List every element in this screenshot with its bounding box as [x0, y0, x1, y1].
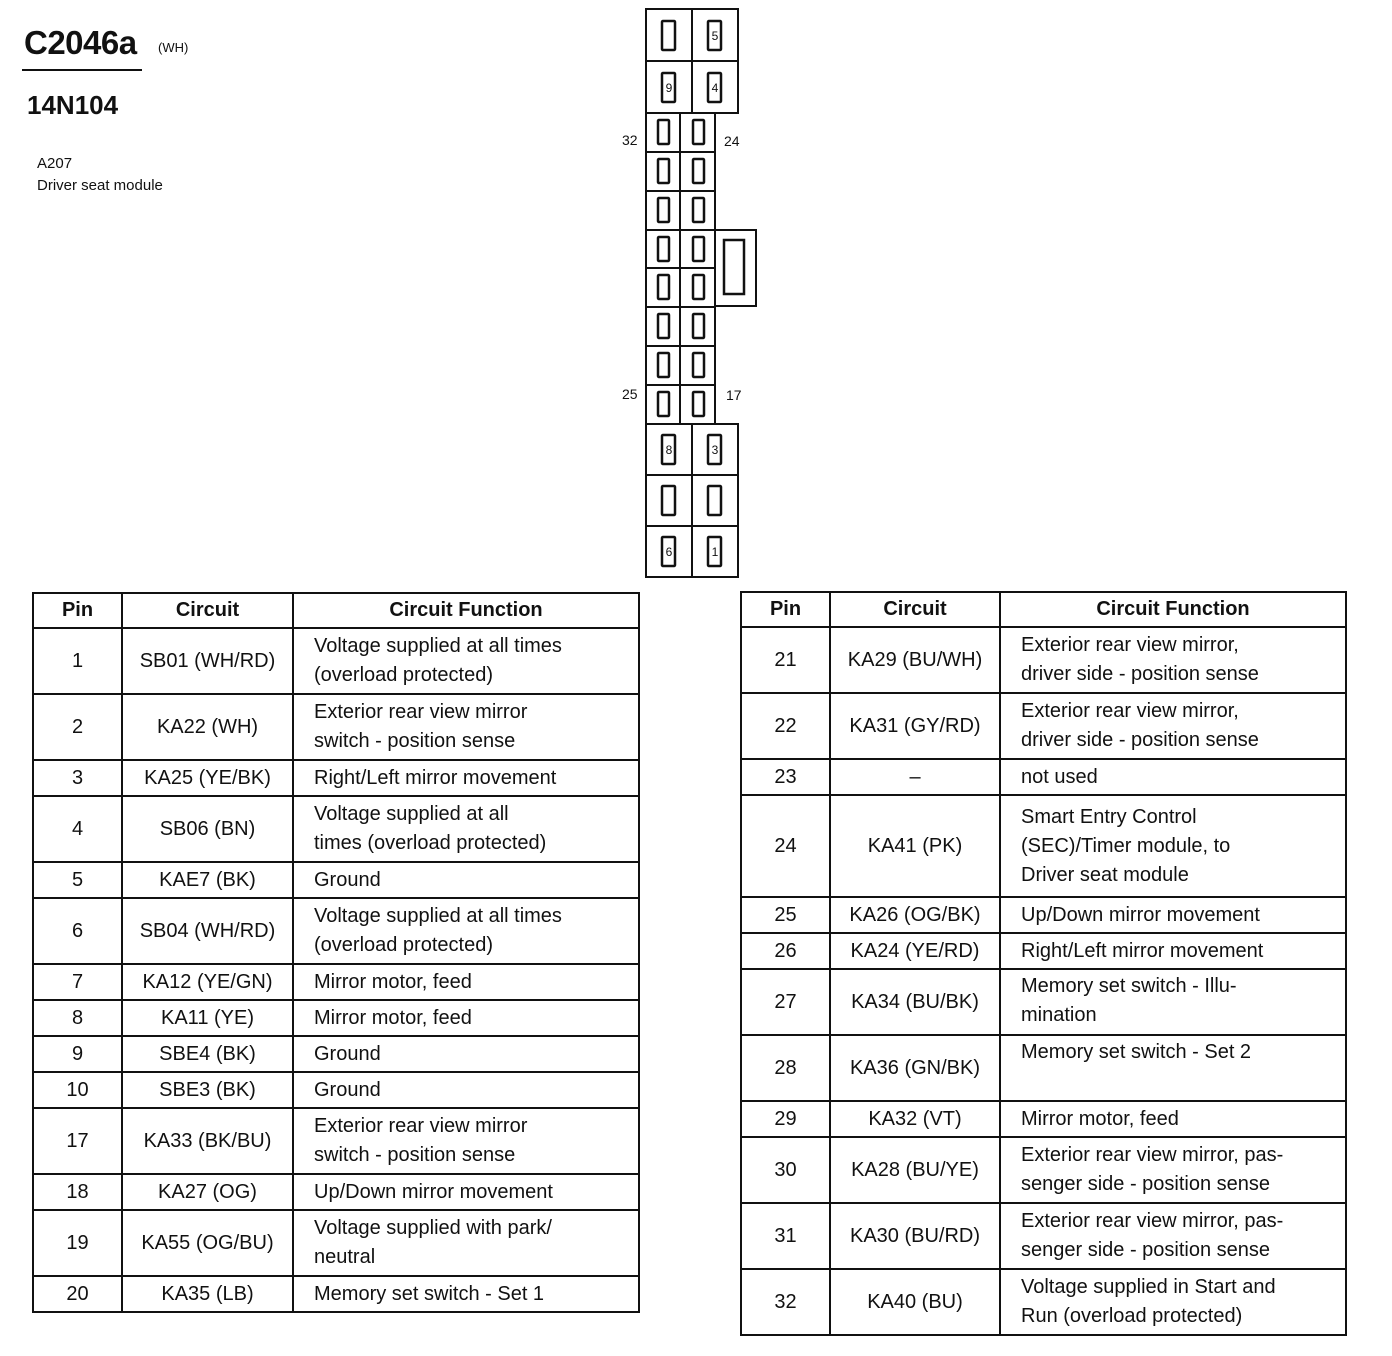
terminal [693, 353, 704, 377]
function-line: Memory set switch - Set 2 [1021, 1041, 1252, 1063]
function-line: Memory set switch - Illu- [1021, 975, 1237, 997]
terminal [693, 392, 704, 416]
terminal [693, 314, 704, 338]
circuit-function-cell [1000, 759, 1346, 795]
circuit-function-cell [1000, 897, 1346, 933]
circuit-cell: KA12 (YE/GN) [122, 964, 293, 1000]
terminal [662, 21, 675, 50]
pin-number-cell: 1 [33, 628, 122, 694]
function-line: Mirror motor, feed [1021, 1107, 1179, 1130]
table-row [741, 693, 1346, 759]
circuit-function-cell [293, 1210, 639, 1276]
pin-table-left [32, 592, 640, 1313]
terminal [658, 159, 669, 183]
circuit-function-cell [1000, 1203, 1346, 1269]
function-line: Voltage supplied at all [314, 803, 509, 825]
function-line: Mirror motor, feed [314, 1006, 472, 1029]
function-line: senger side - position sense [1021, 1239, 1271, 1261]
pin-number-cell: 32 [741, 1269, 830, 1335]
pin-label: 9 [665, 81, 673, 95]
circuit-cell: SB04 (WH/RD) [122, 898, 293, 964]
pin-label: 4 [711, 81, 719, 95]
function-line: Ground [314, 1042, 381, 1065]
table-row [33, 628, 639, 694]
function-line: Smart Entry Control [1021, 805, 1197, 828]
function-line: switch - position sense [314, 730, 516, 752]
connector-color: (WH) [158, 40, 189, 55]
circuit-cell: KA24 (YE/RD) [830, 933, 1000, 969]
pin-number-cell: 4 [33, 796, 122, 862]
circuit-function-cell [293, 1072, 639, 1108]
table-row [741, 969, 1346, 1035]
function-line: Mirror motor, feed [314, 970, 472, 993]
function-line: not used [1021, 765, 1098, 788]
pin-callout: 32 [622, 132, 638, 148]
circuit-cell: KA25 (YE/BK) [122, 760, 293, 796]
circuit-cell: KA22 (WH) [122, 694, 293, 760]
terminal [693, 120, 704, 144]
circuit-function-cell [293, 796, 639, 862]
title-underline [22, 69, 142, 71]
function-line: senger side - position sense [1021, 1173, 1271, 1195]
function-line: driver side - position sense [1021, 729, 1259, 751]
table-row [741, 627, 1346, 693]
pin-number-cell: 9 [33, 1036, 122, 1072]
pin-table-right [740, 591, 1347, 1336]
function-line: Right/Left mirror movement [314, 766, 557, 789]
terminal [662, 486, 675, 515]
table-row [741, 795, 1346, 897]
circuit-cell: KA11 (YE) [122, 1000, 293, 1036]
pin-number-cell: 31 [741, 1203, 830, 1269]
circuit-function-cell [293, 862, 639, 898]
table-row [33, 1000, 639, 1036]
pin-number-cell: 17 [33, 1108, 122, 1174]
pin-number-cell: 22 [741, 693, 830, 759]
table-row [741, 897, 1346, 933]
circuit-function-cell [293, 628, 639, 694]
circuit-function-cell [293, 1000, 639, 1036]
function-line: Exterior rear view mirror, pas- [1021, 1144, 1284, 1166]
table-row [741, 1035, 1346, 1101]
circuit-function-cell [293, 1108, 639, 1174]
pin-number-cell: 3 [33, 760, 122, 796]
function-line: (overload protected) [314, 664, 493, 686]
circuit-function-cell [1000, 1137, 1346, 1203]
connector-id: C2046a [24, 24, 137, 61]
location-code: A207 [37, 155, 73, 172]
pin-number-cell: 20 [33, 1276, 122, 1312]
function-line: Ground [314, 868, 381, 891]
pin-number-cell: 19 [33, 1210, 122, 1276]
table-row [741, 1101, 1346, 1137]
pin-number-cell: 27 [741, 969, 830, 1035]
terminal [658, 275, 669, 299]
pin-number-cell: 30 [741, 1137, 830, 1203]
function-line: driver side - position sense [1021, 663, 1259, 685]
terminal [658, 314, 669, 338]
circuit-function-cell [293, 1276, 639, 1312]
table-row [741, 759, 1346, 795]
table-row [33, 1072, 639, 1108]
function-line: Voltage supplied at all times [314, 905, 562, 927]
part-number: 14N104 [27, 90, 119, 120]
tab-slot [724, 240, 744, 294]
function-line: Up/Down mirror movement [1021, 903, 1260, 926]
pin-number-cell: 28 [741, 1035, 830, 1101]
circuit-function-cell [1000, 627, 1346, 693]
circuit-cell: KA34 (BU/BK) [830, 969, 1000, 1035]
circuit-function-cell [293, 898, 639, 964]
terminal [658, 198, 669, 222]
table-row [741, 933, 1346, 969]
function-line: Voltage supplied in Start and [1021, 1276, 1276, 1298]
function-line: Memory set switch - Set 1 [314, 1282, 545, 1305]
circuit-cell: KA36 (GN/BK) [830, 1035, 1000, 1101]
pin-label: 6 [665, 545, 673, 559]
terminal [693, 237, 704, 261]
function-line: Exterior rear view mirror, [1021, 700, 1239, 722]
terminal [658, 392, 669, 416]
function-line: Exterior rear view mirror [314, 1115, 528, 1137]
pin-number-cell: 24 [741, 795, 830, 897]
table-row [33, 898, 639, 964]
circuit-function-cell [1000, 1035, 1346, 1101]
table-row [33, 694, 639, 760]
circuit-cell: KA30 (BU/RD) [830, 1203, 1000, 1269]
circuit-cell: KA26 (OG/BK) [830, 897, 1000, 933]
function-line: (overload protected) [314, 934, 493, 956]
circuit-cell: KA28 (BU/YE) [830, 1137, 1000, 1203]
circuit-function-cell [293, 964, 639, 1000]
pin-callout: 24 [724, 133, 740, 149]
pin-number-cell: 21 [741, 627, 830, 693]
pin-number-cell: 5 [33, 862, 122, 898]
terminal [658, 353, 669, 377]
table-row [33, 760, 639, 796]
column-header-pin: Pin [33, 593, 122, 628]
terminal [708, 486, 721, 515]
function-line: neutral [314, 1246, 376, 1268]
circuit-cell: SBE3 (BK) [122, 1072, 293, 1108]
function-line: Ground [314, 1078, 381, 1101]
pin-number-cell: 26 [741, 933, 830, 969]
terminal [693, 159, 704, 183]
pin-label: 3 [711, 443, 719, 457]
table-row [33, 1108, 639, 1174]
circuit-cell: KA35 (LB) [122, 1276, 293, 1312]
pin-number-cell: 23 [741, 759, 830, 795]
pin-label: 8 [665, 443, 673, 457]
function-line: Up/Down mirror movement [314, 1180, 553, 1203]
circuit-function-cell [1000, 693, 1346, 759]
pin-number-cell: 8 [33, 1000, 122, 1036]
table-row [741, 1269, 1346, 1335]
circuit-cell: SBE4 (BK) [122, 1036, 293, 1072]
pin-number-cell: 25 [741, 897, 830, 933]
function-line: Exterior rear view mirror [314, 701, 528, 723]
terminal [658, 120, 669, 144]
table-row [33, 1174, 639, 1210]
circuit-cell: KA55 (OG/BU) [122, 1210, 293, 1276]
pin-number-cell: 6 [33, 898, 122, 964]
column-header-function: Circuit Function [293, 593, 639, 628]
circuit-cell: KAE7 (BK) [122, 862, 293, 898]
circuit-cell: KA31 (GY/RD) [830, 693, 1000, 759]
table-row [741, 1137, 1346, 1203]
pin-number-cell: 29 [741, 1101, 830, 1137]
terminal [658, 237, 669, 261]
circuit-cell: KA32 (VT) [830, 1101, 1000, 1137]
function-line: Voltage supplied with park/ [314, 1217, 552, 1239]
circuit-function-cell [1000, 1101, 1346, 1137]
terminal [693, 198, 704, 222]
pin-callout: 17 [726, 387, 742, 403]
circuit-function-cell [1000, 969, 1346, 1035]
component-description: Driver seat module [37, 177, 163, 194]
table-row [33, 964, 639, 1000]
table-row [33, 1276, 639, 1312]
circuit-function-cell [1000, 933, 1346, 969]
function-line: Driver seat module [1021, 863, 1189, 886]
pin-label: 1 [711, 545, 719, 559]
circuit-cell: KA29 (BU/WH) [830, 627, 1000, 693]
circuit-cell: SB01 (WH/RD) [122, 628, 293, 694]
function-line: Run (overload protected) [1021, 1305, 1243, 1327]
circuit-function-cell [293, 760, 639, 796]
pin-number-cell: 10 [33, 1072, 122, 1108]
function-line: mination [1021, 1004, 1097, 1026]
circuit-function-cell [1000, 1269, 1346, 1335]
circuit-cell: KA33 (BK/BU) [122, 1108, 293, 1174]
column-header-circuit: Circuit [122, 593, 293, 628]
table-row [33, 1036, 639, 1072]
column-header-circuit: Circuit [830, 592, 1000, 627]
pin-label: 5 [711, 29, 719, 43]
function-line: times (overload protected) [314, 832, 547, 854]
terminal [693, 275, 704, 299]
table-row [741, 1203, 1346, 1269]
function-line: switch - position sense [314, 1144, 516, 1166]
pin-number-cell: 7 [33, 964, 122, 1000]
circuit-cell: KA40 (BU) [830, 1269, 1000, 1335]
table-row [33, 796, 639, 862]
pin-number-cell: 18 [33, 1174, 122, 1210]
column-header-function: Circuit Function [1000, 592, 1346, 627]
circuit-cell: KA27 (OG) [122, 1174, 293, 1210]
table-row [33, 1210, 639, 1276]
function-line: Exterior rear view mirror, [1021, 634, 1239, 656]
pin-number-cell: 2 [33, 694, 122, 760]
circuit-function-cell [293, 1174, 639, 1210]
connector-face-diagram [600, 0, 770, 585]
function-line: Exterior rear view mirror, pas- [1021, 1210, 1284, 1232]
circuit-function-cell [1000, 795, 1346, 897]
circuit-cell: KA41 (PK) [830, 795, 1000, 897]
function-line: (SEC)/Timer module, to [1021, 834, 1231, 857]
pin-callout: 25 [622, 386, 638, 402]
function-line: Voltage supplied at all times [314, 635, 562, 657]
column-header-pin: Pin [741, 592, 830, 627]
table-row [33, 862, 639, 898]
circuit-function-cell [293, 1036, 639, 1072]
circuit-cell: – [830, 759, 1000, 795]
circuit-function-cell [293, 694, 639, 760]
circuit-cell: SB06 (BN) [122, 796, 293, 862]
function-line: Right/Left mirror movement [1021, 939, 1264, 962]
